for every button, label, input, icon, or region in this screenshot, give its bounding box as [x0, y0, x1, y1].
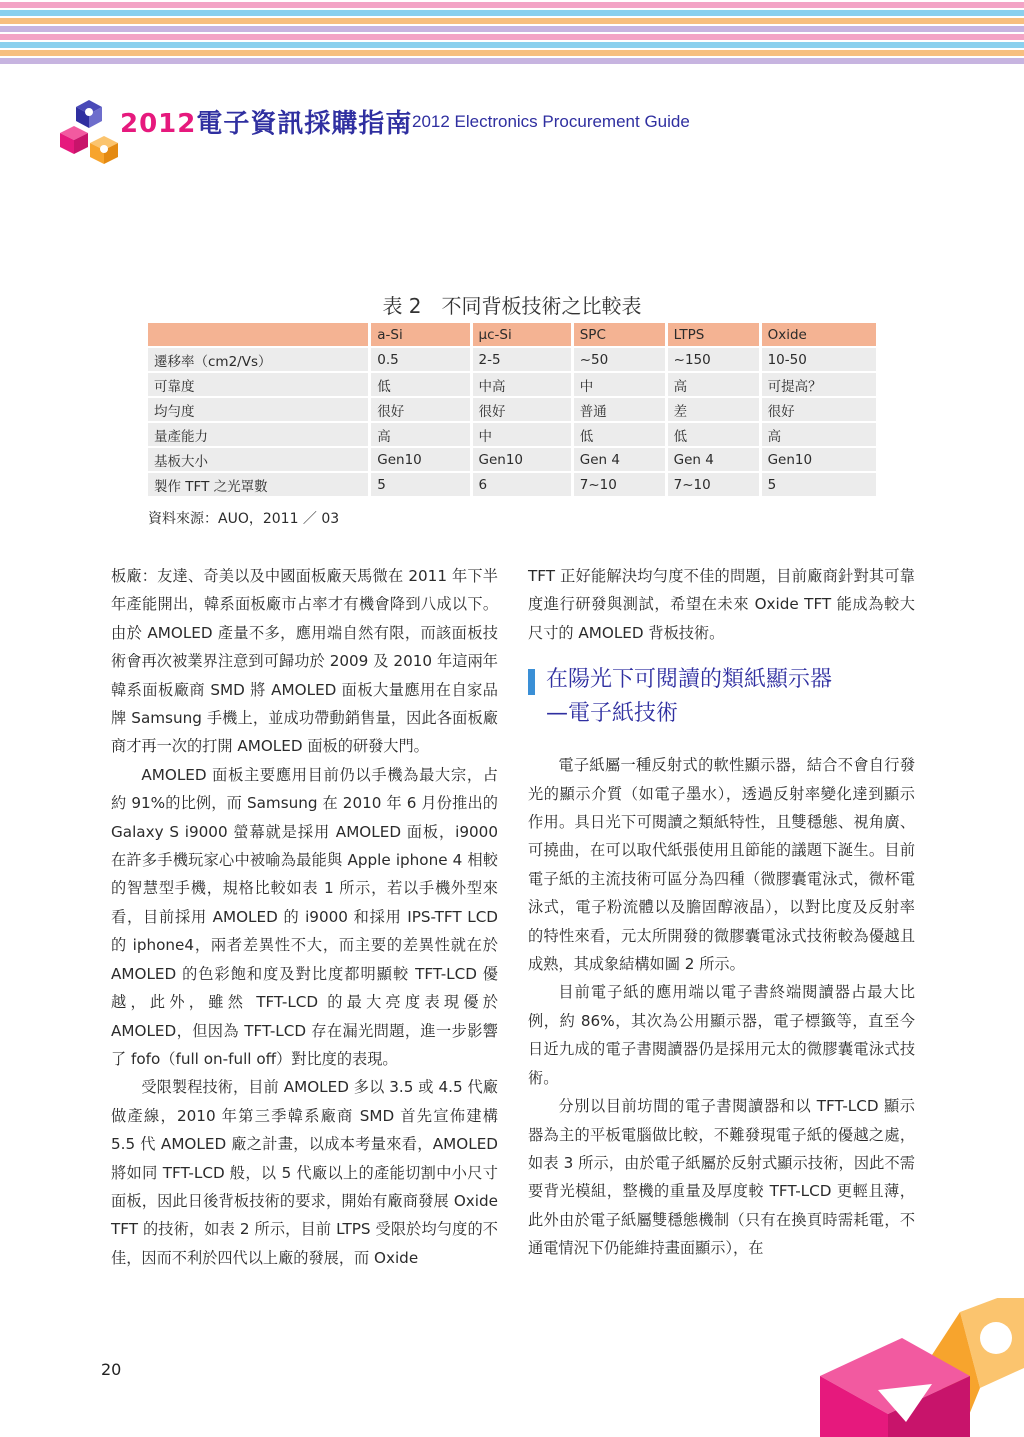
table-cell: 高 — [368, 423, 469, 446]
table-row — [148, 348, 876, 371]
table-row — [148, 473, 876, 496]
body-paragraph: 目前電子紙的應用端以電子書終端閱讀器占最大比例，約 86%，其次為公用顯示器，電子標籤等，直至今日近九成的電子書閱讀器仍是採用元太的微膠囊電泳式技術。 — [528, 983, 915, 1087]
table-cell: ~50 — [571, 348, 665, 371]
table-header-row — [148, 323, 876, 346]
table-cell: 10-50 — [759, 348, 876, 371]
stripe — [0, 42, 1024, 48]
section-heading-line: 在陽光下可閱讀的類紙顯示器 — [546, 667, 833, 693]
table-cell: Gen10 — [368, 448, 469, 471]
table-cell: 2-5 — [470, 348, 571, 371]
guide-year: 2012 — [120, 109, 197, 139]
heading-bar — [528, 669, 535, 695]
stripe — [0, 58, 1024, 64]
table-cell: 普通 — [571, 398, 665, 421]
section-heading-subline: —電子紙技術 — [546, 701, 679, 727]
stripe — [0, 2, 1024, 8]
table-cell: Gen10 — [759, 448, 876, 471]
table-cell: 可提高？ — [759, 373, 876, 396]
body-paragraph: AMOLED 面板主要應用目前仍以手機為最大宗，占約 91%的比例，而 Samsung 在 2010 年 6 月份推出的 Galaxy S i9000 螢幕就是採用 AMOLED 面板，i9000 在許多手機玩家心中被喻為最能與 Apple iphone 4 相較的智慧型手機，規格比較如表 1 所示，若以手機外型來看，目前採用 AMOLED 的 i9000 和採用 IPS-TFT LCD 的 iphone4，兩者差異性不大，而主要的差異性就在於 AMOLED 的色彩飽和度及對比度都明顯較 TFT-LCD 優越，此外，雖然 TFT-LCD 的最大亮度表現優於 AMOLED，但因為 TFT-LCD 存在漏光問題，進一步影響了 fofo（full on-full off）對比度的表現。 — [111, 765, 498, 1068]
table-cell: 5 — [368, 473, 469, 496]
left-text-column — [111, 562, 498, 1272]
table-row — [148, 398, 876, 421]
body-paragraph: 板廠：友達、奇美以及中國面板廠天馬微在 2011 年下半年產能開出，韓系面板廠市占率才有機會降到八成以下。由於 AMOLED 產量不多，應用端自然有限，而該面板技術會再次被業界注意到可歸功於 2009 及 2010 年這兩年韓系面板廠商 SMD 將 AMOLED 面板大量應用在自家品牌 Samsung 手機上，並成功帶動銷售量，因此各面板廠商才再一次的打開 AMOLED 面板的研發大門。 — [111, 567, 498, 756]
stripe — [0, 50, 1024, 56]
table-header-cell: SPC — [571, 323, 665, 346]
table-cell: ~150 — [665, 348, 759, 371]
body-paragraph: 分別以目前坊間的電子書閱讀器和以 TFT-LCD 顯示器為主的平板電腦做比較，不難發現電子紙的優越之處，如表 3 所示，由於電子紙屬於反射式顯示技術，因此不需要背光模組，整機的重量及厚度較 TFT-LCD 更輕且薄，此外由於電子紙屬雙穩態機制（只有在換頁時需耗電，不通電情況下仍能維持畫面顯示），在 — [528, 1097, 915, 1258]
table-cell: 7~10 — [665, 473, 759, 496]
section-heading — [528, 663, 915, 731]
table-cell: Gen 4 — [665, 448, 759, 471]
row-label: 均勻度 — [148, 398, 368, 421]
table-header-cell: LTPS — [665, 323, 759, 346]
body-paragraph: TFT 正好能解決均勻度不佳的問題，目前廠商針對其可靠度進行研發與測試，希望在未來 Oxide TFT 能成為較大尺寸的 AMOLED 背板技術。 — [528, 567, 915, 642]
table-header-cell: Oxide — [759, 323, 876, 346]
top-stripes — [0, 0, 1024, 64]
play-cube-corner-icon — [810, 1298, 1024, 1437]
page-number: 20 — [101, 1360, 122, 1379]
body-paragraph: 受限製程技術，目前 AMOLED 多以 3.5 或 4.5 代廠做產線，2010 年第三季韓系廠商 SMD 首先宣佈建構 5.5 代 AMOLED 廠之計畫，以成本考量來看，AMOLED 將如同 TFT-LCD 般，以 5 代廠以上的產能切割中小尺寸面板，因此日後背板技術的要求，開始有廠商發展 Oxide TFT 的技術，如表 2 所示，目前 LTPS 受限於均勻度的不佳，因而不利於四代以上廠的發展，而 Oxide — [111, 1078, 498, 1267]
body-paragraph: 電子紙屬一種反射式的軟性顯示器，結合不會自行發光的顯示介質（如電子墨水），透過反射率變化達到顯示作用。具日光下可閱讀之類紙特性，且雙穩態、視角廣、可撓曲，在可以取代紙張使用且節能的議題下誕生。目前電子紙的主流技術可區分為四種（微膠囊電泳式，微杯電泳式，電子粉流體以及膽固醇液晶），以對比度及反射率的特性來看，元太所開發的微膠囊電泳式技術較為優越且成熟，其成象結構如圖 2 所示。 — [528, 756, 915, 974]
table-cell: 低 — [368, 373, 469, 396]
comparison-table — [148, 321, 876, 498]
stripe — [0, 34, 1024, 40]
table-cell: Gen10 — [470, 448, 571, 471]
table-cell: 低 — [571, 423, 665, 446]
guide-title-text: 電子資訊採購指南 — [196, 109, 413, 139]
table-cell: 0.5 — [368, 348, 469, 371]
table-row — [148, 423, 876, 446]
table-header-cell: a-Si — [368, 323, 469, 346]
table-header-cell — [148, 323, 368, 346]
table-cell: 6 — [470, 473, 571, 496]
table-cell: 低 — [665, 423, 759, 446]
table-cell: 很好 — [470, 398, 571, 421]
table-row — [148, 373, 876, 396]
table-cell: 5 — [759, 473, 876, 496]
row-label: 遷移率（cm2/Vs） — [148, 348, 368, 371]
table-caption: 表 2 不同背板技術之比較表 — [382, 294, 642, 318]
table-header-cell: μc-Si — [470, 323, 571, 346]
table-row — [148, 448, 876, 471]
row-label: 製作 TFT 之光罩數 — [148, 473, 368, 496]
stacked-cubes-logo-icon — [58, 98, 120, 168]
guide-title-zh — [120, 103, 412, 140]
table-cell: 高 — [759, 423, 876, 446]
guide-title-en: 2012 Electronics Procurement Guide — [412, 112, 690, 131]
table-cell: 中高 — [470, 373, 571, 396]
table-cell: 很好 — [759, 398, 876, 421]
row-label: 量產能力 — [148, 423, 368, 446]
right-text-column — [528, 562, 915, 1263]
stripe — [0, 26, 1024, 32]
row-label: 可靠度 — [148, 373, 368, 396]
table-cell: 高 — [665, 373, 759, 396]
table-source-note: 資料來源：AUO，2011 ／ 03 — [148, 511, 340, 527]
table-cell: 很好 — [368, 398, 469, 421]
table-cell: 中 — [571, 373, 665, 396]
stripe — [0, 10, 1024, 16]
table-cell: Gen 4 — [571, 448, 665, 471]
row-label: 基板大小 — [148, 448, 368, 471]
table-cell: 中 — [470, 423, 571, 446]
table-cell: 差 — [665, 398, 759, 421]
stripe — [0, 18, 1024, 24]
table-cell: 7~10 — [571, 473, 665, 496]
